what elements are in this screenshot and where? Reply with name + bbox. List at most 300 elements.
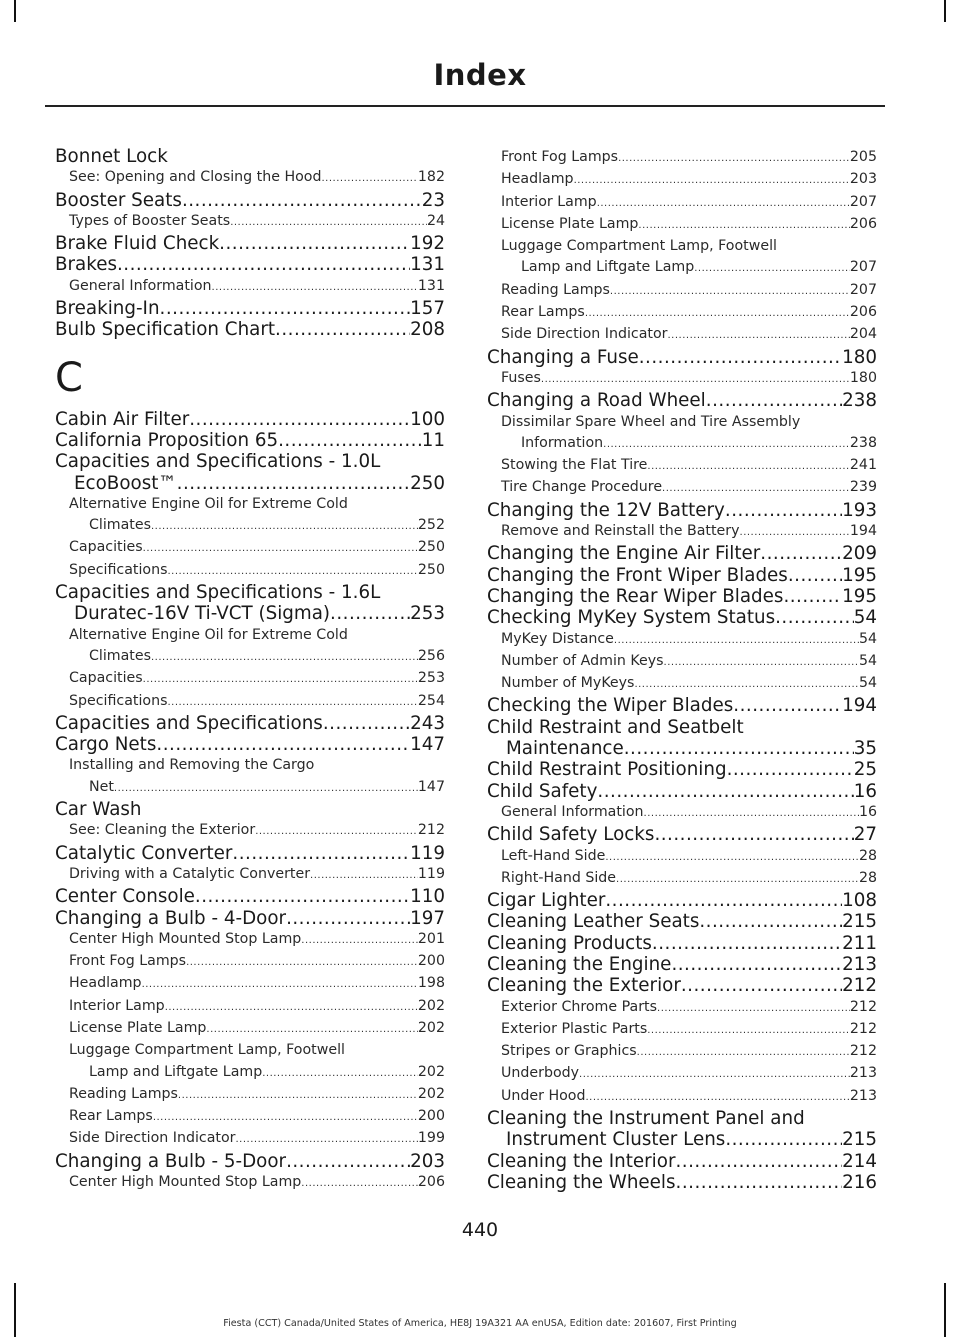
- entry-page-number: 16: [858, 803, 877, 820]
- index-subentry[interactable]: [55, 929, 445, 951]
- entry-page-number: 202: [417, 997, 445, 1014]
- index-entry[interactable]: [55, 430, 445, 451]
- index-subentry[interactable]: [487, 257, 877, 279]
- dot-leader: [262, 1062, 418, 1084]
- index-subentry[interactable]: [487, 455, 877, 477]
- entry-page-number: 207: [849, 259, 877, 276]
- index-entry[interactable]: [487, 500, 877, 521]
- dot-leader: [255, 820, 418, 842]
- dot-leader: [725, 500, 842, 521]
- entry-label: Capacities: [69, 539, 143, 556]
- index-entry[interactable]: [55, 1151, 445, 1172]
- entry-page-number: 28: [858, 847, 877, 864]
- entry-page-number: 193: [842, 499, 877, 521]
- entry-page-number: 250: [417, 561, 445, 578]
- dot-leader: [706, 390, 842, 411]
- entry-page-number: 108: [842, 890, 877, 912]
- index-subentry[interactable]: [487, 1063, 877, 1085]
- dot-leader: [614, 629, 859, 651]
- index-entry[interactable]: [487, 824, 877, 845]
- entry-page-number: 35: [853, 738, 877, 760]
- dot-leader: [236, 1128, 418, 1150]
- entry-label: Headlamp: [69, 975, 142, 992]
- index-entry[interactable]: [487, 347, 877, 368]
- dot-leader: [699, 911, 842, 932]
- index-entry[interactable]: [487, 781, 877, 802]
- header-rule: [45, 105, 885, 107]
- dot-leader: [586, 1086, 850, 1108]
- entry-label: Cleaning the Wheels: [487, 1171, 676, 1193]
- dot-leader: [603, 433, 850, 455]
- index-subentry-heading: Alternative Engine Oil for Extreme Cold: [69, 495, 348, 512]
- entry-page-number: 147: [417, 778, 445, 795]
- entry-label: Net: [89, 778, 114, 795]
- entry-page-number: 211: [842, 932, 877, 954]
- entry-page-number: 182: [417, 169, 445, 186]
- entry-page-number: 54: [858, 652, 877, 669]
- index-subentry[interactable]: [55, 951, 445, 973]
- index-subentry[interactable]: [55, 691, 445, 713]
- index-subentry[interactable]: [55, 1062, 445, 1084]
- entry-label: Exterior Plastic Parts: [501, 1020, 648, 1037]
- entry-page-number: 206: [849, 215, 877, 232]
- dot-leader: [278, 430, 422, 451]
- entry-label: Catalytic Converter: [55, 842, 233, 864]
- dot-leader: [725, 1129, 842, 1150]
- entry-label: Number of Admin Keys: [501, 652, 664, 669]
- entry-label: Changing a Fuse: [487, 346, 639, 368]
- dot-leader: [178, 1084, 418, 1106]
- dot-leader: [657, 997, 850, 1019]
- entry-label: Interior Lamp: [69, 997, 165, 1014]
- entry-label: MyKey Distance: [501, 630, 614, 647]
- entry-label: License Plate Lamp: [501, 215, 639, 232]
- entry-label: Climates: [89, 647, 151, 664]
- index-subentry[interactable]: [55, 668, 445, 690]
- index-subentry[interactable]: [55, 515, 445, 537]
- index-entry[interactable]: [487, 390, 877, 411]
- dot-leader: [740, 521, 850, 543]
- index-subentry[interactable]: [487, 673, 877, 695]
- entry-page-number: 197: [410, 907, 445, 929]
- dot-leader: [156, 734, 410, 755]
- index-subentry[interactable]: [55, 537, 445, 559]
- entry-page-number: 209: [842, 543, 877, 565]
- dot-leader: [275, 319, 410, 340]
- dot-leader: [647, 455, 850, 477]
- dot-leader: [760, 543, 842, 564]
- entry-page-number: 54: [858, 630, 877, 647]
- entry-label: Cabin Air Filter: [55, 408, 190, 430]
- entry-label: Under Hood: [501, 1087, 586, 1104]
- index-subentry[interactable]: [487, 868, 877, 890]
- dot-leader: [638, 214, 849, 236]
- entry-page-number: 199: [417, 1130, 445, 1147]
- index-subentry[interactable]: [487, 997, 877, 1019]
- dot-leader: [195, 886, 410, 907]
- index-subentry[interactable]: [55, 560, 445, 582]
- dot-leader: [585, 302, 850, 324]
- entry-page-number: 202: [417, 1085, 445, 1102]
- entry-page-number: 215: [842, 911, 877, 933]
- entry-page-number: 203: [849, 171, 877, 188]
- entry-label: Types of Booster Seats: [69, 212, 231, 229]
- entry-page-number: 212: [849, 998, 877, 1015]
- entry-page-number: 213: [842, 953, 877, 975]
- entry-label: Specifications: [69, 692, 168, 709]
- entry-page-number: 212: [849, 1043, 877, 1060]
- entry-page-number: 11: [421, 429, 445, 451]
- index-subentry[interactable]: [487, 802, 877, 824]
- entry-label: Headlamp: [501, 171, 574, 188]
- entry-label: Lamp and Liftgate Lamp: [521, 259, 695, 276]
- index-subentry[interactable]: [55, 1084, 445, 1106]
- index-subentry[interactable]: [487, 147, 877, 169]
- entry-label: Interior Lamp: [501, 193, 597, 210]
- dot-leader: [783, 586, 842, 607]
- dot-leader: [597, 781, 853, 802]
- entry-label: Cleaning the Exterior: [487, 975, 681, 997]
- entry-page-number: 213: [849, 1087, 877, 1104]
- dot-leader: [662, 477, 850, 499]
- dot-leader: [694, 257, 850, 279]
- index-entry[interactable]: [487, 607, 877, 628]
- entry-page-number: 194: [849, 523, 877, 540]
- index-entry-heading: Cleaning the Instrument Panel and: [487, 1108, 805, 1130]
- entry-label: Number of MyKeys: [501, 675, 635, 692]
- dot-leader: [160, 298, 411, 319]
- dot-leader: [301, 929, 418, 951]
- dot-leader: [186, 951, 418, 973]
- entry-page-number: 205: [849, 149, 877, 165]
- index-letter-heading: C: [55, 354, 83, 401]
- entry-page-number: 100: [410, 408, 445, 430]
- dot-leader: [117, 254, 410, 275]
- index-entry[interactable]: [55, 254, 445, 275]
- entry-label: Changing a Road Wheel: [487, 390, 706, 412]
- dot-leader: [177, 473, 410, 494]
- index-subentry[interactable]: [487, 368, 877, 390]
- index-subentry[interactable]: [487, 477, 877, 499]
- entry-label: Brakes: [55, 254, 117, 276]
- index-entry[interactable]: [55, 190, 445, 211]
- index-entry[interactable]: [487, 890, 877, 911]
- index-subentry[interactable]: [487, 280, 877, 302]
- entry-page-number: 119: [410, 842, 445, 864]
- entry-page-number: 200: [417, 1108, 445, 1125]
- index-column-left: [55, 146, 445, 1194]
- entry-page-number: 256: [417, 647, 445, 664]
- index-entry[interactable]: [487, 565, 877, 586]
- entry-label: Left-Hand Side: [501, 847, 606, 864]
- index-entry[interactable]: [55, 473, 445, 494]
- dot-leader: [637, 1041, 850, 1063]
- dot-leader: [610, 280, 850, 302]
- entry-label: Changing the Engine Air Filter: [487, 543, 761, 565]
- index-subentry[interactable]: [487, 629, 877, 651]
- index-subentry-heading: Luggage Compartment Lamp, Footwell: [501, 238, 777, 255]
- dot-leader: [652, 933, 842, 954]
- index-entry[interactable]: [487, 954, 877, 975]
- entry-label: Side Direction Indicator: [501, 326, 668, 343]
- index-entry[interactable]: [487, 759, 877, 780]
- entry-label: Cleaning the Engine: [487, 953, 672, 975]
- entry-label: Cigar Lighter: [487, 890, 606, 912]
- index-entry[interactable]: [55, 603, 445, 624]
- entry-label: Breaking-In: [55, 298, 160, 320]
- entry-page-number: 198: [417, 975, 445, 992]
- entry-label: General Information: [501, 803, 644, 820]
- entry-page-number: 24: [426, 212, 445, 229]
- entry-label: Brake Fluid Check: [55, 233, 220, 255]
- entry-page-number: 208: [410, 319, 445, 341]
- index-entry[interactable]: [55, 886, 445, 907]
- dot-leader: [733, 695, 842, 716]
- index-entry[interactable]: [487, 1172, 877, 1193]
- dot-leader: [286, 908, 410, 929]
- index-subentry[interactable]: [487, 1041, 877, 1063]
- index-subentry[interactable]: [487, 1086, 877, 1108]
- dot-leader: [151, 646, 418, 668]
- entry-label: Changing the Front Wiper Blades: [487, 564, 788, 586]
- dot-leader: [143, 668, 418, 690]
- entry-page-number: 238: [842, 390, 877, 412]
- index-subentry[interactable]: [487, 192, 877, 214]
- entry-label: Climates: [89, 517, 151, 534]
- index-entry[interactable]: [487, 695, 877, 716]
- index-subentry-heading: Alternative Engine Oil for Extreme Cold: [69, 626, 348, 643]
- entry-page-number: 238: [849, 434, 877, 451]
- index-subentry[interactable]: [487, 169, 877, 191]
- entry-label: See: Opening and Closing the Hood: [69, 169, 322, 186]
- dot-leader: [322, 167, 418, 189]
- entry-page-number: 250: [410, 472, 445, 494]
- entry-label: Cargo Nets: [55, 734, 157, 756]
- page-number: 440: [461, 1219, 499, 1241]
- entry-page-number: 180: [849, 369, 877, 386]
- dot-leader: [676, 1172, 843, 1193]
- entry-label: Stripes or Graphics: [501, 1043, 637, 1060]
- index-entry-heading: Capacities and Specifications - 1.0L: [55, 451, 381, 473]
- entry-page-number: 250: [417, 539, 445, 556]
- index-subentry[interactable]: [55, 646, 445, 668]
- entry-page-number: 28: [858, 869, 877, 886]
- entry-label: Information: [521, 434, 604, 451]
- entry-label: Cleaning the Interior: [487, 1150, 676, 1172]
- entry-page-number: 207: [849, 193, 877, 210]
- entry-page-number: 206: [417, 1174, 445, 1191]
- index-entry[interactable]: [55, 298, 445, 319]
- entry-label: Front Fog Lamps: [69, 953, 187, 970]
- entry-page-number: 214: [842, 1150, 877, 1172]
- index-entry-heading: Capacities and Specifications - 1.6L: [55, 582, 381, 604]
- entry-label: Reading Lamps: [501, 281, 610, 298]
- dot-leader: [788, 565, 842, 586]
- entry-page-number: 119: [417, 865, 445, 882]
- index-subentry[interactable]: [55, 1172, 445, 1194]
- index-entry[interactable]: [487, 738, 877, 759]
- entry-label: Capacities and Specifications: [55, 712, 323, 734]
- entry-page-number: 201: [417, 930, 445, 947]
- dot-leader: [330, 603, 410, 624]
- index-subentry[interactable]: [55, 211, 445, 233]
- dot-leader: [681, 975, 842, 996]
- dot-leader: [644, 802, 859, 824]
- entry-label: California Proposition 65: [55, 429, 279, 451]
- entry-label: Right-Hand Side: [501, 869, 617, 886]
- entry-label: Center High Mounted Stop Lamp: [69, 1174, 302, 1191]
- entry-page-number: 195: [842, 585, 877, 607]
- index-entry[interactable]: [55, 734, 445, 755]
- entry-label: See: Cleaning the Exterior: [69, 822, 256, 839]
- dot-leader: [219, 233, 410, 254]
- dot-leader: [597, 192, 850, 214]
- dot-leader: [654, 824, 853, 845]
- entry-label: Specifications: [69, 561, 168, 578]
- entry-page-number: 213: [849, 1065, 877, 1082]
- entry-page-number: 200: [417, 953, 445, 970]
- entry-label: Driving with a Catalytic Converter: [69, 865, 311, 882]
- entry-label: Center Console: [55, 886, 195, 908]
- index-entry-heading: Bonnet Lock: [55, 146, 168, 167]
- index-subentry[interactable]: [487, 324, 877, 346]
- entry-label: Cleaning Products: [487, 932, 652, 954]
- entry-label: Maintenance: [506, 738, 624, 760]
- index-subentry[interactable]: [55, 1128, 445, 1150]
- index-subentry[interactable]: [55, 996, 445, 1018]
- entry-label: Rear Lamps: [69, 1108, 153, 1125]
- index-subentry-heading: Installing and Removing the Cargo: [69, 757, 315, 774]
- index-entry[interactable]: [487, 933, 877, 954]
- index-subentry[interactable]: [55, 820, 445, 842]
- dot-leader: [143, 537, 418, 559]
- entry-label: Lamp and Liftgate Lamp: [89, 1063, 263, 1080]
- index-subentry[interactable]: [487, 433, 877, 455]
- entry-page-number: 16: [853, 780, 877, 802]
- entry-label: Rear Lamps: [501, 304, 585, 321]
- entry-page-number: 253: [410, 603, 445, 625]
- dot-leader: [605, 846, 859, 868]
- dot-leader: [189, 409, 410, 430]
- dot-leader: [167, 691, 417, 713]
- dot-leader: [212, 276, 418, 298]
- index-subentry-heading: Dissimilar Spare Wheel and Tire Assembly: [501, 413, 801, 430]
- entry-label: Front Fog Lamps: [501, 149, 619, 165]
- entry-label: Reading Lamps: [69, 1085, 178, 1102]
- entry-page-number: 243: [410, 712, 445, 734]
- entry-label: Side Direction Indicator: [69, 1130, 236, 1147]
- index-subentry[interactable]: [487, 521, 877, 543]
- index-entry[interactable]: [487, 911, 877, 932]
- entry-page-number: 206: [849, 304, 877, 321]
- index-entry-heading: Child Restraint and Seatbelt: [487, 716, 744, 738]
- index-subentry[interactable]: [55, 167, 445, 189]
- index-entry[interactable]: [487, 975, 877, 996]
- dot-leader: [671, 954, 842, 975]
- index-subentry[interactable]: [55, 1106, 445, 1128]
- dot-leader: [153, 1106, 418, 1128]
- index-subentry[interactable]: [487, 214, 877, 236]
- dot-leader: [675, 1151, 842, 1172]
- index-subentry[interactable]: [487, 302, 877, 324]
- index-subentry[interactable]: [55, 1018, 445, 1040]
- entry-page-number: 180: [842, 346, 877, 368]
- dot-leader: [165, 996, 418, 1018]
- index-entry[interactable]: [487, 586, 877, 607]
- dot-leader: [618, 147, 850, 169]
- dot-leader: [142, 973, 418, 995]
- entry-label: Exterior Chrome Parts: [501, 998, 658, 1015]
- entry-page-number: 215: [842, 1129, 877, 1151]
- entry-label: Child Safety: [487, 780, 598, 802]
- entry-page-number: 147: [410, 734, 445, 756]
- index-entry[interactable]: [55, 908, 445, 929]
- index-subentry-heading: Luggage Compartment Lamp, Footwell: [69, 1042, 345, 1059]
- index-subentry[interactable]: [55, 864, 445, 886]
- entry-label: Duratec-16V Ti-VCT (Sigma): [74, 603, 331, 625]
- index-entry[interactable]: [55, 713, 445, 734]
- dot-leader: [286, 1151, 410, 1172]
- entry-page-number: 203: [410, 1150, 445, 1172]
- index-subentry[interactable]: [487, 846, 877, 868]
- entry-label: Changing a Bulb - 4-Door: [55, 907, 287, 929]
- index-column-right: [487, 147, 877, 1193]
- dot-leader: [232, 843, 410, 864]
- entry-label: EcoBoost™: [74, 472, 177, 494]
- index-entry[interactable]: [55, 409, 445, 430]
- entry-label: Changing the Rear Wiper Blades: [487, 585, 784, 607]
- entry-page-number: 204: [849, 326, 877, 343]
- entry-label: Center High Mounted Stop Lamp: [69, 930, 302, 947]
- dot-leader: [639, 347, 842, 368]
- dot-leader: [634, 673, 859, 695]
- dot-leader: [541, 368, 850, 390]
- index-subentry[interactable]: [55, 777, 445, 799]
- entry-page-number: 253: [417, 670, 445, 687]
- index-subentry[interactable]: [55, 973, 445, 995]
- entry-label: Bulb Specification Chart: [55, 319, 276, 341]
- index-entry[interactable]: [55, 319, 445, 340]
- entry-page-number: 131: [417, 277, 445, 294]
- entry-page-number: 25: [853, 759, 877, 781]
- dot-leader: [206, 1018, 417, 1040]
- entry-label: Capacities: [69, 670, 143, 687]
- entry-page-number: 194: [842, 695, 877, 717]
- index-subentry[interactable]: [487, 651, 877, 673]
- entry-page-number: 131: [410, 254, 445, 276]
- entry-label: Changing the 12V Battery: [487, 499, 725, 521]
- dot-leader: [114, 777, 418, 799]
- index-entry[interactable]: [55, 843, 445, 864]
- index-entry[interactable]: [487, 1151, 877, 1172]
- entry-page-number: 195: [842, 564, 877, 586]
- entry-label: Booster Seats: [55, 189, 182, 211]
- index-entry[interactable]: [487, 543, 877, 564]
- index-subentry[interactable]: [55, 276, 445, 298]
- entry-page-number: 241: [849, 457, 877, 474]
- entry-label: Checking the Wiper Blades: [487, 695, 734, 717]
- dot-leader: [574, 169, 850, 191]
- dot-leader: [605, 890, 842, 911]
- entry-page-number: 202: [417, 1019, 445, 1036]
- index-subentry[interactable]: [487, 1019, 877, 1041]
- entry-label: Fuses: [501, 369, 541, 386]
- entry-page-number: 212: [842, 975, 877, 997]
- index-entry[interactable]: [487, 1129, 877, 1150]
- dot-leader: [616, 868, 859, 890]
- entry-label: License Plate Lamp: [69, 1019, 207, 1036]
- index-entry[interactable]: [55, 233, 445, 254]
